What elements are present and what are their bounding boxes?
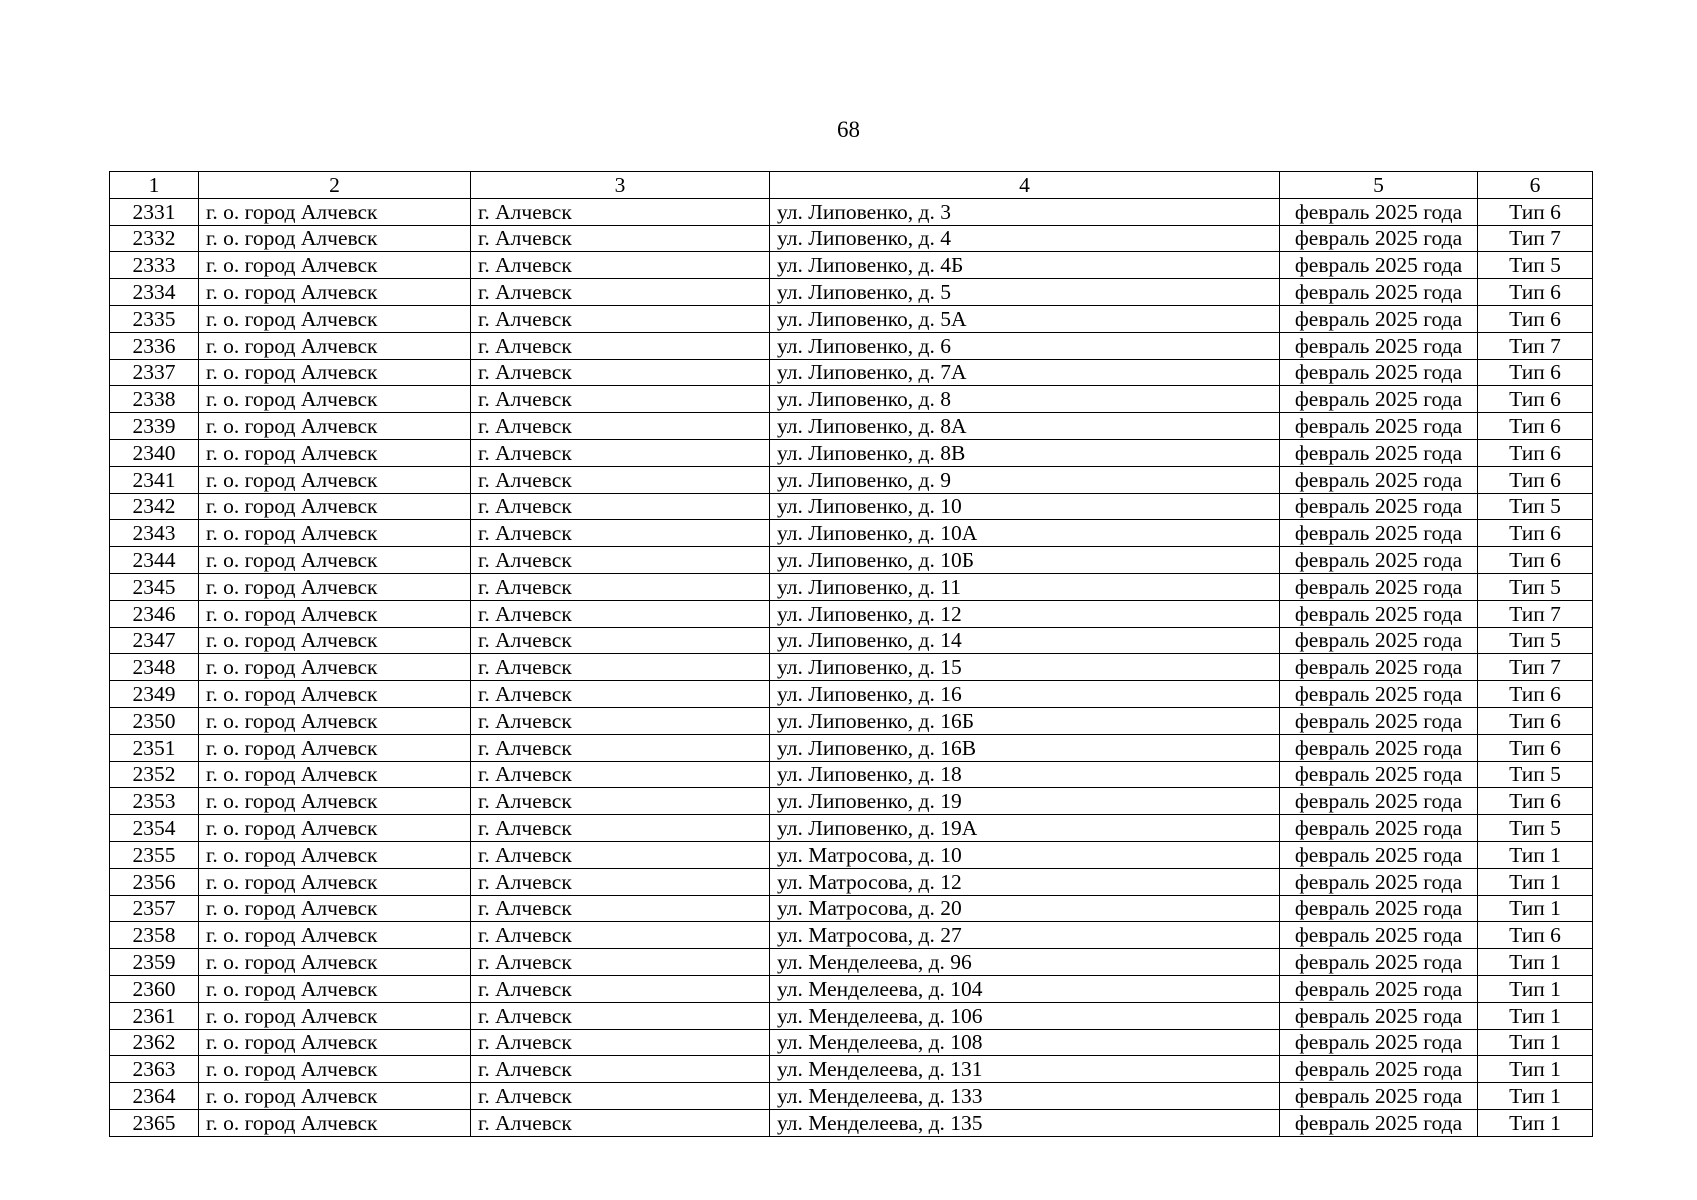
row-number-cell: 2354 [110,815,199,842]
table-row [110,600,1593,627]
table-row [110,1056,1593,1083]
table-row [110,949,1593,976]
municipality-cell: г. о. город Алчевск [199,734,471,761]
type-cell: Тип 1 [1478,1029,1593,1056]
table-row [110,1002,1593,1029]
settlement-cell: г. Алчевск [471,493,770,520]
deadline-cell: февраль 2025 года [1280,1029,1478,1056]
type-cell: Тип 1 [1478,1056,1593,1083]
settlement-cell: г. Алчевск [471,681,770,708]
address-cell: ул. Менделеева, д. 131 [770,1056,1280,1083]
type-cell: Тип 5 [1478,815,1593,842]
municipality-cell: г. о. город Алчевск [199,1056,471,1083]
row-number-cell: 2355 [110,841,199,868]
address-cell: ул. Липовенко, д. 6 [770,332,1280,359]
address-cell: ул. Менделеева, д. 108 [770,1029,1280,1056]
settlement-cell: г. Алчевск [471,707,770,734]
row-number-cell: 2345 [110,573,199,600]
settlement-cell: г. Алчевск [471,413,770,440]
address-cell: ул. Менделеева, д. 135 [770,1109,1280,1136]
settlement-cell: г. Алчевск [471,949,770,976]
address-cell: ул. Липовенко, д. 7А [770,359,1280,386]
address-cell: ул. Липовенко, д. 16 [770,681,1280,708]
address-cell: ул. Липовенко, д. 3 [770,198,1280,225]
row-number-cell: 2356 [110,868,199,895]
table-row [110,252,1593,279]
deadline-cell: февраль 2025 года [1280,386,1478,413]
address-cell: ул. Менделеева, д. 133 [770,1083,1280,1110]
deadline-cell: февраль 2025 года [1280,1002,1478,1029]
deadline-cell: февраль 2025 года [1280,198,1478,225]
deadline-cell: февраль 2025 года [1280,439,1478,466]
table-row [110,547,1593,574]
address-cell: ул. Липовенко, д. 19 [770,788,1280,815]
municipality-cell: г. о. город Алчевск [199,761,471,788]
row-number-cell: 2363 [110,1056,199,1083]
deadline-cell: февраль 2025 года [1280,707,1478,734]
settlement-cell: г. Алчевск [471,439,770,466]
column-header-6: 6 [1478,172,1593,199]
row-number-cell: 2344 [110,547,199,574]
table-row [110,413,1593,440]
settlement-cell: г. Алчевск [471,1056,770,1083]
settlement-cell: г. Алчевск [471,788,770,815]
table-row [110,922,1593,949]
type-cell: Тип 6 [1478,922,1593,949]
address-cell: ул. Липовенко, д. 18 [770,761,1280,788]
row-number-cell: 2357 [110,895,199,922]
deadline-cell: февраль 2025 года [1280,841,1478,868]
row-number-cell: 2334 [110,279,199,306]
type-cell: Тип 6 [1478,359,1593,386]
municipality-cell: г. о. город Алчевск [199,681,471,708]
deadline-cell: февраль 2025 года [1280,225,1478,252]
settlement-cell: г. Алчевск [471,198,770,225]
address-cell: ул. Липовенко, д. 8В [770,439,1280,466]
type-cell: Тип 1 [1478,868,1593,895]
type-cell: Тип 7 [1478,332,1593,359]
municipality-cell: г. о. город Алчевск [199,815,471,842]
table-row [110,439,1593,466]
table-row [110,279,1593,306]
settlement-cell: г. Алчевск [471,841,770,868]
address-cell: ул. Липовенко, д. 4 [770,225,1280,252]
row-number-cell: 2364 [110,1083,199,1110]
deadline-cell: февраль 2025 года [1280,305,1478,332]
settlement-cell: г. Алчевск [471,252,770,279]
type-cell: Тип 1 [1478,1083,1593,1110]
deadline-cell: февраль 2025 года [1280,949,1478,976]
type-cell: Тип 1 [1478,841,1593,868]
row-number-cell: 2331 [110,198,199,225]
row-number-cell: 2340 [110,439,199,466]
row-number-cell: 2346 [110,600,199,627]
settlement-cell: г. Алчевск [471,520,770,547]
table-row [110,761,1593,788]
table-row [110,841,1593,868]
deadline-cell: февраль 2025 года [1280,895,1478,922]
row-number-cell: 2339 [110,413,199,440]
column-header-4: 4 [770,172,1280,199]
row-number-cell: 2361 [110,1002,199,1029]
municipality-cell: г. о. город Алчевск [199,949,471,976]
address-cell: ул. Менделеева, д. 106 [770,1002,1280,1029]
address-cell: ул. Липовенко, д. 8А [770,413,1280,440]
settlement-cell: г. Алчевск [471,573,770,600]
address-cell: ул. Липовенко, д. 10 [770,493,1280,520]
settlement-cell: г. Алчевск [471,815,770,842]
table-row [110,681,1593,708]
address-cell: ул. Липовенко, д. 16Б [770,707,1280,734]
deadline-cell: февраль 2025 года [1280,734,1478,761]
address-cell: ул. Липовенко, д. 11 [770,573,1280,600]
municipality-cell: г. о. город Алчевск [199,359,471,386]
address-cell: ул. Липовенко, д. 10Б [770,547,1280,574]
type-cell: Тип 7 [1478,600,1593,627]
column-header-5: 5 [1280,172,1478,199]
settlement-cell: г. Алчевск [471,332,770,359]
municipality-cell: г. о. город Алчевск [199,225,471,252]
settlement-cell: г. Алчевск [471,1083,770,1110]
municipality-cell: г. о. город Алчевск [199,198,471,225]
row-number-cell: 2343 [110,520,199,547]
table-row [110,1029,1593,1056]
municipality-cell: г. о. город Алчевск [199,386,471,413]
municipality-cell: г. о. город Алчевск [199,868,471,895]
row-number-cell: 2352 [110,761,199,788]
type-cell: Тип 1 [1478,1109,1593,1136]
deadline-cell: февраль 2025 года [1280,252,1478,279]
type-cell: Тип 6 [1478,681,1593,708]
settlement-cell: г. Алчевск [471,547,770,574]
settlement-cell: г. Алчевск [471,225,770,252]
header-row [110,172,1593,199]
address-cell: ул. Матросова, д. 20 [770,895,1280,922]
column-header-1: 1 [110,172,199,199]
row-number-cell: 2359 [110,949,199,976]
municipality-cell: г. о. город Алчевск [199,520,471,547]
type-cell: Тип 6 [1478,279,1593,306]
column-header-3: 3 [471,172,770,199]
type-cell: Тип 1 [1478,975,1593,1002]
settlement-cell: г. Алчевск [471,386,770,413]
deadline-cell: февраль 2025 года [1280,493,1478,520]
settlement-cell: г. Алчевск [471,627,770,654]
municipality-cell: г. о. город Алчевск [199,439,471,466]
deadline-cell: февраль 2025 года [1280,627,1478,654]
deadline-cell: февраль 2025 года [1280,815,1478,842]
table-row [110,1109,1593,1136]
type-cell: Тип 1 [1478,895,1593,922]
municipality-cell: г. о. город Алчевск [199,493,471,520]
type-cell: Тип 6 [1478,520,1593,547]
deadline-cell: февраль 2025 года [1280,1083,1478,1110]
municipality-cell: г. о. город Алчевск [199,707,471,734]
deadline-cell: февраль 2025 года [1280,922,1478,949]
deadline-cell: февраль 2025 года [1280,413,1478,440]
type-cell: Тип 5 [1478,761,1593,788]
table-row [110,707,1593,734]
settlement-cell: г. Алчевск [471,1109,770,1136]
deadline-cell: февраль 2025 года [1280,466,1478,493]
settlement-cell: г. Алчевск [471,654,770,681]
page-number: 68 [837,117,860,142]
deadline-cell: февраль 2025 года [1280,279,1478,306]
address-cell: ул. Менделеева, д. 96 [770,949,1280,976]
municipality-cell: г. о. город Алчевск [199,1109,471,1136]
address-cell: ул. Липовенко, д. 8 [770,386,1280,413]
municipality-cell: г. о. город Алчевск [199,252,471,279]
settlement-cell: г. Алчевск [471,734,770,761]
municipality-cell: г. о. город Алчевск [199,922,471,949]
municipality-cell: г. о. город Алчевск [199,305,471,332]
deadline-cell: февраль 2025 года [1280,761,1478,788]
table-row [110,198,1593,225]
table-row [110,466,1593,493]
address-cell: ул. Липовенко, д. 12 [770,600,1280,627]
municipality-cell: г. о. город Алчевск [199,654,471,681]
municipality-cell: г. о. город Алчевск [199,1083,471,1110]
table-row [110,815,1593,842]
row-number-cell: 2353 [110,788,199,815]
type-cell: Тип 6 [1478,734,1593,761]
address-cell: ул. Матросова, д. 10 [770,841,1280,868]
row-number-cell: 2337 [110,359,199,386]
settlement-cell: г. Алчевск [471,305,770,332]
settlement-cell: г. Алчевск [471,975,770,1002]
type-cell: Тип 7 [1478,654,1593,681]
table-row [110,332,1593,359]
municipality-cell: г. о. город Алчевск [199,627,471,654]
type-cell: Тип 6 [1478,386,1593,413]
row-number-cell: 2362 [110,1029,199,1056]
type-cell: Тип 6 [1478,439,1593,466]
deadline-cell: февраль 2025 года [1280,654,1478,681]
settlement-cell: г. Алчевск [471,922,770,949]
settlement-cell: г. Алчевск [471,868,770,895]
row-number-cell: 2351 [110,734,199,761]
table-row [110,895,1593,922]
type-cell: Тип 5 [1478,573,1593,600]
address-cell: ул. Матросова, д. 12 [770,868,1280,895]
address-cell: ул. Матросова, д. 27 [770,922,1280,949]
table-header [110,172,1593,199]
settlement-cell: г. Алчевск [471,761,770,788]
table-row [110,359,1593,386]
municipality-cell: г. о. город Алчевск [199,895,471,922]
deadline-cell: февраль 2025 года [1280,868,1478,895]
deadline-cell: февраль 2025 года [1280,1109,1478,1136]
row-number-cell: 2335 [110,305,199,332]
column-header-2: 2 [199,172,471,199]
address-cell: ул. Менделеева, д. 104 [770,975,1280,1002]
row-number-cell: 2348 [110,654,199,681]
settlement-cell: г. Алчевск [471,1002,770,1029]
row-number-cell: 2358 [110,922,199,949]
municipality-cell: г. о. город Алчевск [199,332,471,359]
deadline-cell: февраль 2025 года [1280,975,1478,1002]
settlement-cell: г. Алчевск [471,279,770,306]
table-row [110,654,1593,681]
table-row [110,868,1593,895]
municipality-cell: г. о. город Алчевск [199,279,471,306]
row-number-cell: 2350 [110,707,199,734]
municipality-cell: г. о. город Алчевск [199,1029,471,1056]
type-cell: Тип 6 [1478,466,1593,493]
type-cell: Тип 6 [1478,788,1593,815]
table-row [110,305,1593,332]
deadline-cell: февраль 2025 года [1280,520,1478,547]
address-cell: ул. Липовенко, д. 16В [770,734,1280,761]
deadline-cell: февраль 2025 года [1280,1056,1478,1083]
type-cell: Тип 6 [1478,547,1593,574]
table-row [110,734,1593,761]
type-cell: Тип 6 [1478,305,1593,332]
settlement-cell: г. Алчевск [471,466,770,493]
table-row [110,386,1593,413]
row-number-cell: 2338 [110,386,199,413]
table-row [110,493,1593,520]
row-number-cell: 2347 [110,627,199,654]
row-number-cell: 2342 [110,493,199,520]
type-cell: Тип 1 [1478,949,1593,976]
municipality-cell: г. о. город Алчевск [199,600,471,627]
settlement-cell: г. Алчевск [471,895,770,922]
type-cell: Тип 6 [1478,198,1593,225]
address-cell: ул. Липовенко, д. 5 [770,279,1280,306]
deadline-cell: февраль 2025 года [1280,332,1478,359]
type-cell: Тип 5 [1478,252,1593,279]
deadline-cell: февраль 2025 года [1280,547,1478,574]
address-table [109,171,1593,1137]
row-number-cell: 2341 [110,466,199,493]
address-cell: ул. Липовенко, д. 10А [770,520,1280,547]
municipality-cell: г. о. город Алчевск [199,788,471,815]
deadline-cell: февраль 2025 года [1280,788,1478,815]
row-number-cell: 2333 [110,252,199,279]
address-cell: ул. Липовенко, д. 15 [770,654,1280,681]
municipality-cell: г. о. город Алчевск [199,975,471,1002]
address-cell: ул. Липовенко, д. 19А [770,815,1280,842]
row-number-cell: 2365 [110,1109,199,1136]
type-cell: Тип 6 [1478,413,1593,440]
deadline-cell: февраль 2025 года [1280,600,1478,627]
type-cell: Тип 5 [1478,627,1593,654]
table-row [110,627,1593,654]
table-body [110,198,1593,1136]
type-cell: Тип 1 [1478,1002,1593,1029]
address-cell: ул. Липовенко, д. 4Б [770,252,1280,279]
row-number-cell: 2360 [110,975,199,1002]
address-cell: ул. Липовенко, д. 14 [770,627,1280,654]
type-cell: Тип 5 [1478,493,1593,520]
municipality-cell: г. о. город Алчевск [199,573,471,600]
settlement-cell: г. Алчевск [471,359,770,386]
municipality-cell: г. о. город Алчевск [199,547,471,574]
table-row [110,1083,1593,1110]
type-cell: Тип 6 [1478,707,1593,734]
row-number-cell: 2336 [110,332,199,359]
row-number-cell: 2349 [110,681,199,708]
municipality-cell: г. о. город Алчевск [199,413,471,440]
address-cell: ул. Липовенко, д. 9 [770,466,1280,493]
address-cell: ул. Липовенко, д. 5А [770,305,1280,332]
row-number-cell: 2332 [110,225,199,252]
table-row [110,225,1593,252]
table-row [110,788,1593,815]
municipality-cell: г. о. город Алчевск [199,1002,471,1029]
settlement-cell: г. Алчевск [471,1029,770,1056]
settlement-cell: г. Алчевск [471,600,770,627]
deadline-cell: февраль 2025 года [1280,681,1478,708]
table-row [110,975,1593,1002]
type-cell: Тип 7 [1478,225,1593,252]
municipality-cell: г. о. город Алчевск [199,841,471,868]
municipality-cell: г. о. город Алчевск [199,466,471,493]
deadline-cell: февраль 2025 года [1280,359,1478,386]
table-row [110,573,1593,600]
table-row [110,520,1593,547]
deadline-cell: февраль 2025 года [1280,573,1478,600]
